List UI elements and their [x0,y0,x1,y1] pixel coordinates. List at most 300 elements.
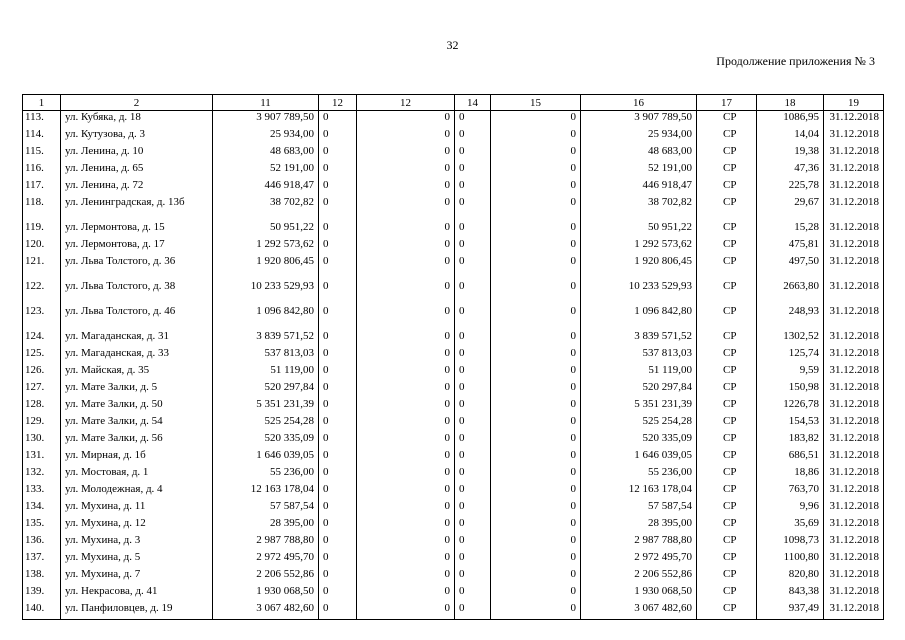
col14-cell: 0 [455,330,491,347]
date-cell: 31.12.2018 [824,534,884,551]
source-cell: СР [697,111,757,129]
cost-cell: 25 934,00 [213,128,319,145]
table-row [23,500,884,517]
source-cell: СР [697,551,757,568]
table-row [23,585,884,602]
col12b-cell: 0 [357,347,455,364]
table-row [23,517,884,534]
column-header: 2 [61,95,213,111]
col12b-cell: 0 [357,364,455,381]
row-number: 122. [23,280,61,305]
date-cell: 31.12.2018 [824,364,884,381]
column-header: 18 [757,95,824,111]
date-cell: 31.12.2018 [824,162,884,179]
address-cell: ул. Ленина, д. 10 [61,145,213,162]
col15-cell: 0 [491,466,581,483]
col12b-cell: 0 [357,280,455,305]
col12a-cell: 0 [319,145,357,162]
col12a-cell: 0 [319,347,357,364]
source-cell: СР [697,364,757,381]
col15-cell: 0 [491,415,581,432]
cost-cell: 38 702,82 [213,196,319,221]
source-cell: СР [697,500,757,517]
col12b-cell: 0 [357,238,455,255]
source-cell: СР [697,585,757,602]
col12a-cell: 0 [319,162,357,179]
area-cell: 183,82 [757,432,824,449]
col12a-cell: 0 [319,111,357,129]
address-cell: ул. Ленина, д. 72 [61,179,213,196]
address-cell: ул. Кутузова, д. 3 [61,128,213,145]
cost-cell: 2 206 552,86 [213,568,319,585]
total-cell: 48 683,00 [581,145,697,162]
cost-cell: 1 292 573,62 [213,238,319,255]
total-cell: 28 395,00 [581,517,697,534]
col12a-cell: 0 [319,179,357,196]
area-cell: 686,51 [757,449,824,466]
table-row [23,347,884,364]
cost-cell: 446 918,47 [213,179,319,196]
col15-cell: 0 [491,381,581,398]
date-cell: 31.12.2018 [824,483,884,500]
col14-cell: 0 [455,585,491,602]
col12b-cell: 0 [357,534,455,551]
cost-cell: 1 646 039,05 [213,449,319,466]
col14-cell: 0 [455,221,491,238]
cost-cell: 28 395,00 [213,517,319,534]
col14-cell: 0 [455,196,491,221]
col14-cell: 0 [455,534,491,551]
cost-cell: 55 236,00 [213,466,319,483]
row-number: 124. [23,330,61,347]
address-cell: ул. Мухина, д. 11 [61,500,213,517]
source-cell: СР [697,381,757,398]
date-cell: 31.12.2018 [824,179,884,196]
source-cell: СР [697,602,757,620]
address-cell: ул. Кубяка, д. 18 [61,111,213,129]
area-cell: 937,49 [757,602,824,620]
column-header: 12 [357,95,455,111]
row-number: 115. [23,145,61,162]
source-cell: СР [697,449,757,466]
col15-cell: 0 [491,398,581,415]
table-row [23,330,884,347]
col14-cell: 0 [455,466,491,483]
cost-cell: 10 233 529,93 [213,280,319,305]
col12b-cell: 0 [357,466,455,483]
col12a-cell: 0 [319,551,357,568]
cost-cell: 51 119,00 [213,364,319,381]
date-cell: 31.12.2018 [824,221,884,238]
area-cell: 1302,52 [757,330,824,347]
col12a-cell: 0 [319,128,357,145]
address-cell: ул. Мухина, д. 7 [61,568,213,585]
col12b-cell: 0 [357,483,455,500]
cost-cell: 48 683,00 [213,145,319,162]
total-cell: 57 587,54 [581,500,697,517]
col14-cell: 0 [455,179,491,196]
cost-cell: 5 351 231,39 [213,398,319,415]
date-cell: 31.12.2018 [824,398,884,415]
col15-cell: 0 [491,162,581,179]
col12b-cell: 0 [357,432,455,449]
col14-cell: 0 [455,483,491,500]
col14-cell: 0 [455,517,491,534]
col14-cell: 0 [455,255,491,280]
col14-cell: 0 [455,145,491,162]
date-cell: 31.12.2018 [824,585,884,602]
col14-cell: 0 [455,432,491,449]
row-number: 135. [23,517,61,534]
table-row [23,551,884,568]
col12a-cell: 0 [319,398,357,415]
date-cell: 31.12.2018 [824,432,884,449]
table-row [23,128,884,145]
col12a-cell: 0 [319,381,357,398]
column-header: 15 [491,95,581,111]
source-cell: СР [697,517,757,534]
total-cell: 520 335,09 [581,432,697,449]
col12b-cell: 0 [357,128,455,145]
col12a-cell: 0 [319,238,357,255]
row-number: 119. [23,221,61,238]
address-cell: ул. Мухина, д. 3 [61,534,213,551]
cost-cell: 1 096 842,80 [213,305,319,330]
date-cell: 31.12.2018 [824,500,884,517]
row-number: 123. [23,305,61,330]
row-number: 114. [23,128,61,145]
address-cell: ул. Мухина, д. 5 [61,551,213,568]
row-number: 134. [23,500,61,517]
total-cell: 1 096 842,80 [581,305,697,330]
col15-cell: 0 [491,432,581,449]
date-cell: 31.12.2018 [824,111,884,129]
col15-cell: 0 [491,585,581,602]
col15-cell: 0 [491,568,581,585]
total-cell: 12 163 178,04 [581,483,697,500]
source-cell: СР [697,255,757,280]
total-cell: 50 951,22 [581,221,697,238]
area-cell: 475,81 [757,238,824,255]
date-cell: 31.12.2018 [824,145,884,162]
row-number: 130. [23,432,61,449]
row-number: 140. [23,602,61,620]
address-cell: ул. Мостовая, д. 1 [61,466,213,483]
area-cell: 1086,95 [757,111,824,129]
col14-cell: 0 [455,381,491,398]
address-cell: ул. Мате Залки, д. 54 [61,415,213,432]
area-cell: 248,93 [757,305,824,330]
col15-cell: 0 [491,500,581,517]
total-cell: 520 297,84 [581,381,697,398]
date-cell: 31.12.2018 [824,568,884,585]
col12a-cell: 0 [319,330,357,347]
cost-cell: 2 972 495,70 [213,551,319,568]
cost-cell: 3 067 482,60 [213,602,319,620]
col12b-cell: 0 [357,551,455,568]
address-cell: ул. Ленина, д. 65 [61,162,213,179]
cost-cell: 520 335,09 [213,432,319,449]
col12b-cell: 0 [357,381,455,398]
col14-cell: 0 [455,111,491,129]
total-cell: 3 839 571,52 [581,330,697,347]
col14-cell: 0 [455,398,491,415]
address-cell: ул. Ленинградская, д. 13б [61,196,213,221]
address-cell: ул. Мате Залки, д. 5 [61,381,213,398]
col15-cell: 0 [491,364,581,381]
col12b-cell: 0 [357,415,455,432]
row-number: 136. [23,534,61,551]
address-cell: ул. Магаданская, д. 31 [61,330,213,347]
col15-cell: 0 [491,551,581,568]
col14-cell: 0 [455,280,491,305]
col12a-cell: 0 [319,466,357,483]
total-cell: 1 930 068,50 [581,585,697,602]
page-number: 32 [446,38,459,52]
table-row [23,381,884,398]
col14-cell: 0 [455,364,491,381]
table-row [23,162,884,179]
col15-cell: 0 [491,517,581,534]
table-row [23,466,884,483]
table-row [23,305,884,330]
source-cell: СР [697,196,757,221]
date-cell: 31.12.2018 [824,517,884,534]
table-row [23,483,884,500]
total-cell: 525 254,28 [581,415,697,432]
source-cell: СР [697,398,757,415]
row-number: 126. [23,364,61,381]
col14-cell: 0 [455,162,491,179]
continuation-note: Продолжение приложения № 3 [716,54,875,68]
source-cell: СР [697,466,757,483]
date-cell: 31.12.2018 [824,466,884,483]
area-cell: 15,28 [757,221,824,238]
area-cell: 154,53 [757,415,824,432]
col14-cell: 0 [455,415,491,432]
row-number: 138. [23,568,61,585]
column-header: 14 [455,95,491,111]
area-cell: 843,38 [757,585,824,602]
col12a-cell: 0 [319,483,357,500]
col14-cell: 0 [455,238,491,255]
col12b-cell: 0 [357,517,455,534]
address-cell: ул. Лермонтова, д. 17 [61,238,213,255]
col15-cell: 0 [491,602,581,620]
col12b-cell: 0 [357,398,455,415]
area-cell: 35,69 [757,517,824,534]
total-cell: 52 191,00 [581,162,697,179]
col14-cell: 0 [455,305,491,330]
table-row [23,238,884,255]
area-cell: 9,96 [757,500,824,517]
source-cell: СР [697,162,757,179]
date-cell: 31.12.2018 [824,551,884,568]
table-row [23,196,884,221]
row-number: 121. [23,255,61,280]
source-cell: СР [697,534,757,551]
total-cell: 1 646 039,05 [581,449,697,466]
total-cell: 3 907 789,50 [581,111,697,129]
cost-cell: 525 254,28 [213,415,319,432]
row-number: 139. [23,585,61,602]
total-cell: 537 813,03 [581,347,697,364]
area-cell: 225,78 [757,179,824,196]
col12b-cell: 0 [357,162,455,179]
address-cell: ул. Магаданская, д. 33 [61,347,213,364]
date-cell: 31.12.2018 [824,196,884,221]
col12a-cell: 0 [319,255,357,280]
cost-cell: 52 191,00 [213,162,319,179]
area-cell: 47,36 [757,162,824,179]
total-cell: 55 236,00 [581,466,697,483]
table-row [23,398,884,415]
col12a-cell: 0 [319,500,357,517]
column-header: 19 [824,95,884,111]
column-header: 17 [697,95,757,111]
source-cell: СР [697,145,757,162]
col12a-cell: 0 [319,568,357,585]
col14-cell: 0 [455,347,491,364]
source-cell: СР [697,128,757,145]
col12b-cell: 0 [357,145,455,162]
col12b-cell: 0 [357,196,455,221]
source-cell: СР [697,280,757,305]
col12b-cell: 0 [357,179,455,196]
area-cell: 125,74 [757,347,824,364]
table-row [23,534,884,551]
date-cell: 31.12.2018 [824,128,884,145]
col14-cell: 0 [455,602,491,620]
total-cell: 51 119,00 [581,364,697,381]
address-cell: ул. Мате Залки, д. 50 [61,398,213,415]
date-cell: 31.12.2018 [824,255,884,280]
col15-cell: 0 [491,196,581,221]
total-cell: 3 067 482,60 [581,602,697,620]
cost-cell: 1 920 806,45 [213,255,319,280]
cost-cell: 57 587,54 [213,500,319,517]
address-cell: ул. Льва Толстого, д. 46 [61,305,213,330]
area-cell: 820,80 [757,568,824,585]
row-number: 118. [23,196,61,221]
column-header: 16 [581,95,697,111]
area-cell: 1226,78 [757,398,824,415]
register-table [22,94,884,620]
col12a-cell: 0 [319,602,357,620]
address-cell: ул. Льва Толстого, д. 38 [61,280,213,305]
source-cell: СР [697,179,757,196]
col12a-cell: 0 [319,280,357,305]
total-cell: 2 206 552,86 [581,568,697,585]
area-cell: 1098,73 [757,534,824,551]
address-cell: ул. Лермонтова, д. 15 [61,221,213,238]
col12b-cell: 0 [357,305,455,330]
total-cell: 2 987 788,80 [581,534,697,551]
address-cell: ул. Мирная, д. 1б [61,449,213,466]
source-cell: СР [697,415,757,432]
col14-cell: 0 [455,568,491,585]
table-row [23,145,884,162]
source-cell: СР [697,432,757,449]
col15-cell: 0 [491,483,581,500]
cost-cell: 537 813,03 [213,347,319,364]
table-row [23,602,884,620]
col15-cell: 0 [491,449,581,466]
date-cell: 31.12.2018 [824,305,884,330]
row-number: 116. [23,162,61,179]
date-cell: 31.12.2018 [824,280,884,305]
address-cell: ул. Мухина, д. 12 [61,517,213,534]
table-row [23,364,884,381]
area-cell: 763,70 [757,483,824,500]
total-cell: 446 918,47 [581,179,697,196]
area-cell: 2663,80 [757,280,824,305]
col15-cell: 0 [491,145,581,162]
col12b-cell: 0 [357,585,455,602]
total-cell: 10 233 529,93 [581,280,697,305]
row-number: 129. [23,415,61,432]
area-cell: 9,59 [757,364,824,381]
total-cell: 25 934,00 [581,128,697,145]
col12a-cell: 0 [319,449,357,466]
col15-cell: 0 [491,111,581,129]
column-header: 1 [23,95,61,111]
address-cell: ул. Панфиловцев, д. 19 [61,602,213,620]
table-row [23,449,884,466]
col12a-cell: 0 [319,534,357,551]
date-cell: 31.12.2018 [824,347,884,364]
cost-cell: 2 987 788,80 [213,534,319,551]
table-row [23,280,884,305]
table-row [23,179,884,196]
total-cell: 1 292 573,62 [581,238,697,255]
date-cell: 31.12.2018 [824,415,884,432]
col12a-cell: 0 [319,517,357,534]
col14-cell: 0 [455,500,491,517]
col15-cell: 0 [491,280,581,305]
cost-cell: 12 163 178,04 [213,483,319,500]
source-cell: СР [697,483,757,500]
col14-cell: 0 [455,551,491,568]
total-cell: 2 972 495,70 [581,551,697,568]
table-row [23,432,884,449]
row-number: 132. [23,466,61,483]
table-row [23,568,884,585]
address-cell: ул. Молодежная, д. 4 [61,483,213,500]
source-cell: СР [697,330,757,347]
col12a-cell: 0 [319,196,357,221]
area-cell: 18,86 [757,466,824,483]
col15-cell: 0 [491,179,581,196]
area-cell: 150,98 [757,381,824,398]
col12b-cell: 0 [357,111,455,129]
total-cell: 5 351 231,39 [581,398,697,415]
source-cell: СР [697,221,757,238]
source-cell: СР [697,568,757,585]
row-number: 137. [23,551,61,568]
table-row [23,221,884,238]
source-cell: СР [697,238,757,255]
col15-cell: 0 [491,128,581,145]
row-number: 120. [23,238,61,255]
total-cell: 1 920 806,45 [581,255,697,280]
table-row [23,255,884,280]
row-number: 113. [23,111,61,129]
cost-cell: 3 907 789,50 [213,111,319,129]
col12a-cell: 0 [319,364,357,381]
cost-cell: 3 839 571,52 [213,330,319,347]
area-cell: 1100,80 [757,551,824,568]
